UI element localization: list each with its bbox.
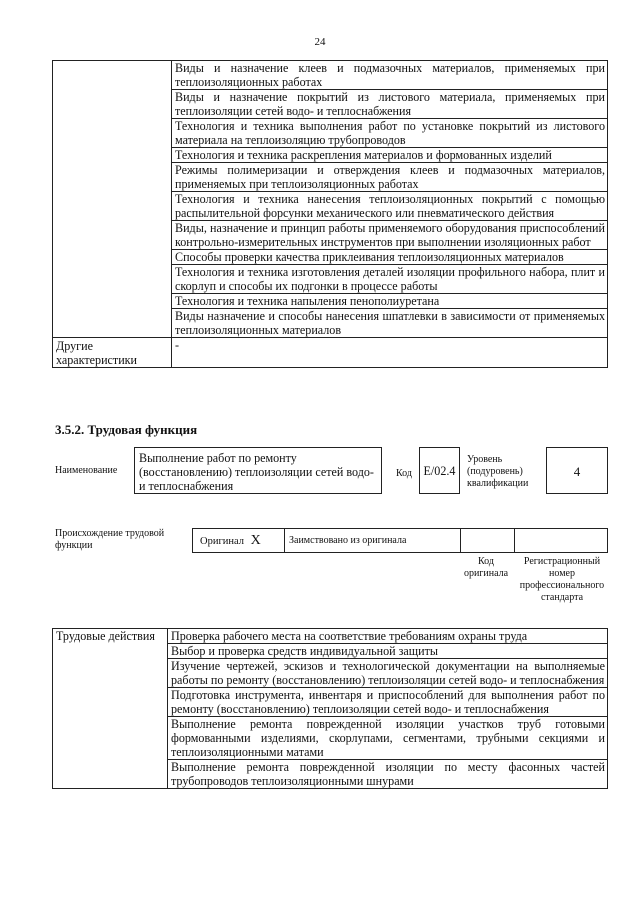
- knowledge-item: Технология и техника изготовления деталей изоляции профильного набора, плит и скорлуп и способы их подгонки в процессе работы: [172, 265, 608, 294]
- knowledge-item: Способы проверки качества приклеивания теплоизоляционных материалов: [172, 250, 608, 265]
- section-heading: 3.5.2. Трудовая функция: [55, 422, 198, 437]
- knowledge-item: Технология и техника раскрепления материалов и формованных изделий: [172, 148, 608, 163]
- page-number: 24: [314, 36, 326, 48]
- labor-action-item: Изучение чертежей, эскизов и технологической документации на выполняемые работы по ремонту (восстановлению) теплоизоляции сетей водо- и теплоснабжения: [168, 659, 608, 688]
- borrowed-cell: [285, 529, 461, 552]
- labor-action-item: Выполнение ремонта поврежденной изоляции участков труб готовыми формованными изделиями, скорлупами, сегментами, трубными секциями и теплоизоляционными матами: [168, 717, 608, 760]
- code-original-cell: [461, 529, 515, 552]
- labor-action-item: Подготовка инструмента, инвентаря и приспособлений для выполнения работ по ремонту (восстановлению) теплоизоляции сетей водо- и теплоснабжения: [168, 688, 608, 717]
- code-box: [419, 447, 460, 494]
- knowledge-item: Технология и техника напыления пенополиуретана: [172, 294, 608, 309]
- level-value: 4: [573, 464, 581, 479]
- original-mark: X: [250, 533, 261, 548]
- knowledge-table: [52, 60, 608, 368]
- knowledge-item: Виды и назначение покрытий из листового материала, применяемых при теплоизоляции сетей водо- и теплоснабжения: [172, 90, 608, 119]
- knowledge-item: Режимы полимеризации и отверждения клеев и подмазочных материалов, применяемых при теплоизоляционных работах: [172, 163, 608, 192]
- origin-row: [192, 528, 608, 553]
- original-label: Оригинал: [200, 536, 244, 547]
- code-value: E/02.4: [423, 464, 456, 478]
- knowledge-left-cell: [53, 61, 172, 338]
- labor-action-item: Выбор и проверка средств индивидуальной защиты: [168, 644, 608, 659]
- knowledge-item: Технология и техника выполнения работ по установке покрытий из листового материала на теплоизоляцию трубопроводов: [172, 119, 608, 148]
- origin-label: Происхождение трудовой функции: [55, 528, 165, 551]
- knowledge-item: Виды и назначение клеев и подмазочных материалов, применяемых при теплоизоляционных работах: [172, 61, 608, 90]
- labor-action-item: Выполнение ремонта поврежденной изоляции по месту фасонных частей трубопроводов теплоизоляционными шнурами: [168, 760, 608, 789]
- name-label: Наименование: [55, 465, 118, 476]
- code-label: Код: [396, 468, 412, 479]
- knowledge-item: Технология и техника нанесения теплоизоляционных покрытий с помощью распылительной форсунки механического или пневматического действия: [172, 192, 608, 221]
- other-characteristics-label: Другие характеристики: [53, 338, 172, 368]
- original-cell: [193, 529, 285, 552]
- borrowed-label: Заимствовано из оригинала: [289, 535, 407, 546]
- reg-number-caption: Регистрационный номер профессионального стандарта: [519, 556, 605, 603]
- level-box: [546, 447, 608, 494]
- code-original-caption: Код оригинала: [463, 556, 509, 579]
- function-name-value: Выполнение работ по ремонту (восстановлению) теплоизоляции сетей водо- и теплоснабжения: [139, 451, 374, 493]
- level-label: Уровень (подуровень) квалификации: [467, 454, 529, 489]
- knowledge-item: Виды назначение и способы нанесения шпатлевки в зависимости от применяемых теплоизоляционных материалов: [172, 309, 608, 338]
- reg-number-cell: [515, 529, 607, 552]
- other-characteristics-value: -: [172, 338, 608, 368]
- function-name-box: [134, 447, 382, 494]
- knowledge-item: Виды, назначение и принцип работы применяемого оборудования приспособлений контрольно-измерительных инструментов при выполнении изоляционных работ: [172, 221, 608, 250]
- labor-actions-table: [52, 628, 608, 789]
- labor-actions-label: Трудовые действия: [53, 629, 168, 789]
- labor-action-item: Проверка рабочего места на соответствие требованиям охраны труда: [168, 629, 608, 644]
